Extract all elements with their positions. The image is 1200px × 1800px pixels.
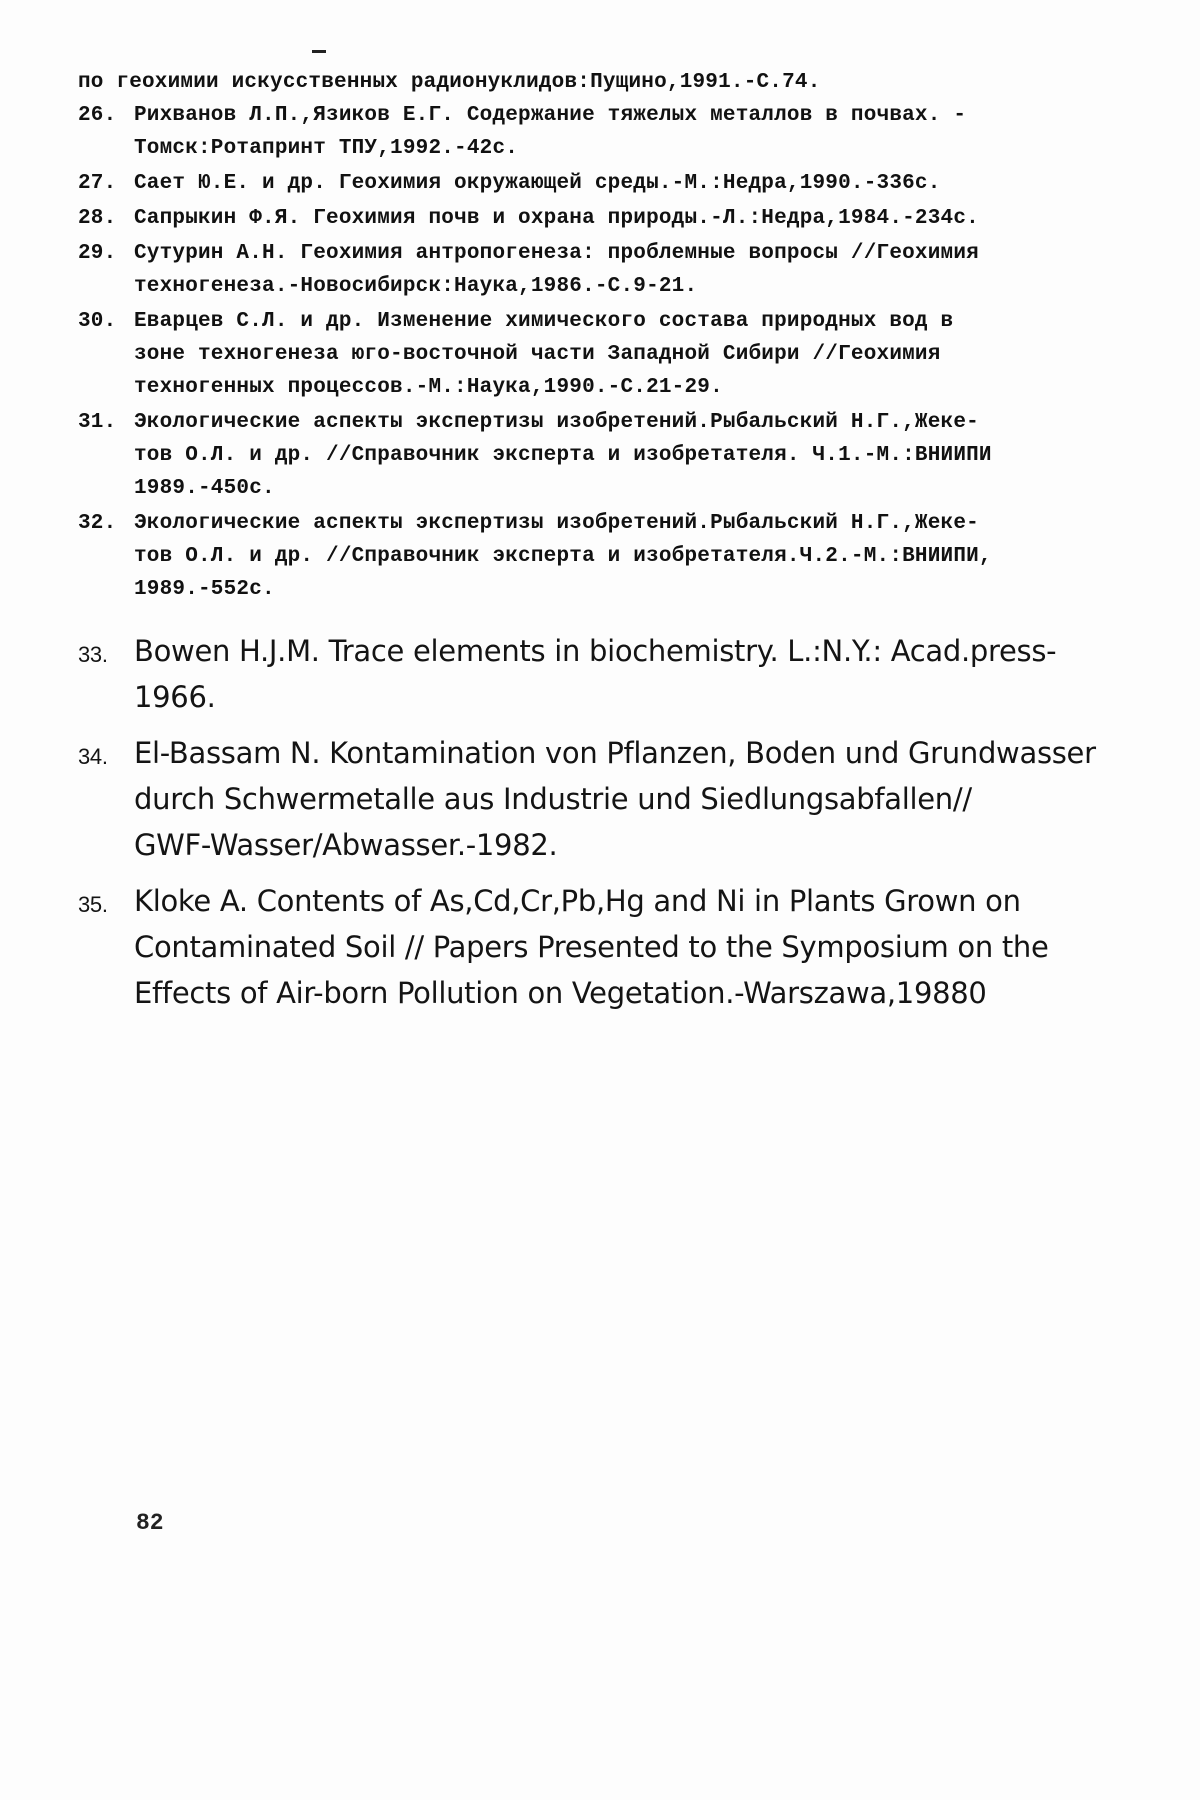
reference-number: 31. xyxy=(78,411,117,434)
reference-number: 34. xyxy=(78,744,108,769)
reference-text: Экологические аспекты экспертизы изобретений.Рыбальский Н.Г.,Жеке- тов О.Л. и др. //Справочник эксперта и изобретателя.Ч.2.-М.:ВНИИПИ, 1989.-552с. xyxy=(134,512,992,601)
reference-text: El-Bassam N. Kontamination von Pflanzen, Boden und Grundwasser durch Schwermetalle aus Industrie und Siedlungsabfallen// GWF-Wasser/Abwasser.-1982. xyxy=(134,736,1096,862)
reference-item xyxy=(78,305,1128,404)
reference-text: Kloke A. Contents of As,Cd,Cr,Pb,Hg and Ni in Plants Grown on Contaminated Soil // Papers Presented to the Symposium on the Effects of Air-born Pollution on Vegetation.-Warszawa,19880 xyxy=(134,884,1049,1010)
reference-number: 32. xyxy=(78,512,117,535)
handwritten-reference-item xyxy=(78,730,1128,868)
reference-number: 29. xyxy=(78,242,117,265)
reference-list xyxy=(78,66,1128,1018)
reference-text: Еварцев С.Л. и др. Изменение химического состава природных вод в зоне техногенеза юго-восточной части Западной Сибири //Геохимия техногенных процессов.-М.:Наука,1990.-С.21-29. xyxy=(134,310,954,399)
reference-item xyxy=(78,167,1128,200)
reference-text: Сутурин А.Н. Геохимия антропогенеза: проблемные вопросы //Геохимия техногенеза.-Новосибирск:Наука,1986.-С.9-21. xyxy=(134,242,979,298)
reference-text: Bowen H.J.M. Trace elements in biochemistry. L.:N.Y.: Acad.press-1966. xyxy=(134,634,1057,714)
reference-text: Сапрыкин Ф.Я. Геохимия почв и охрана природы.-Л.:Недра,1984.-234с. xyxy=(134,207,979,230)
reference-number: 35. xyxy=(78,892,108,917)
handwritten-reference-item xyxy=(78,878,1128,1016)
reference-text: Сает Ю.Е. и др. Геохимия окружающей среды.-М.:Недра,1990.-336с. xyxy=(134,172,941,195)
reference-item xyxy=(78,406,1128,505)
reference-item xyxy=(78,237,1128,303)
reference-text: Рихванов Л.П.,Язиков Е.Г. Содержание тяжелых металлов в почвах. - Томск:Ротапринт ТПУ,1992.-42с. xyxy=(134,104,967,160)
reference-item xyxy=(78,507,1128,606)
page-number: 82 xyxy=(136,1510,164,1536)
handwritten-reference-item xyxy=(78,628,1128,720)
reference-number: 28. xyxy=(78,207,117,230)
reference-number: 33. xyxy=(78,642,108,667)
reference-number: 30. xyxy=(78,310,117,333)
reference-number: 27. xyxy=(78,172,117,195)
reference-continuation: по геохимии искусственных радионуклидов:Пущино,1991.-С.74. xyxy=(78,71,821,94)
reference-item xyxy=(78,202,1128,235)
reference-item xyxy=(78,99,1128,165)
reference-text: Экологические аспекты экспертизы изобретений.Рыбальский Н.Г.,Жеке- тов О.Л. и др. //Справочник эксперта и изобретателя. Ч.1.-М.:ВНИИПИ 1989.-450с. xyxy=(134,411,992,500)
reference-number: 26. xyxy=(78,104,117,127)
stray-mark xyxy=(312,50,326,53)
